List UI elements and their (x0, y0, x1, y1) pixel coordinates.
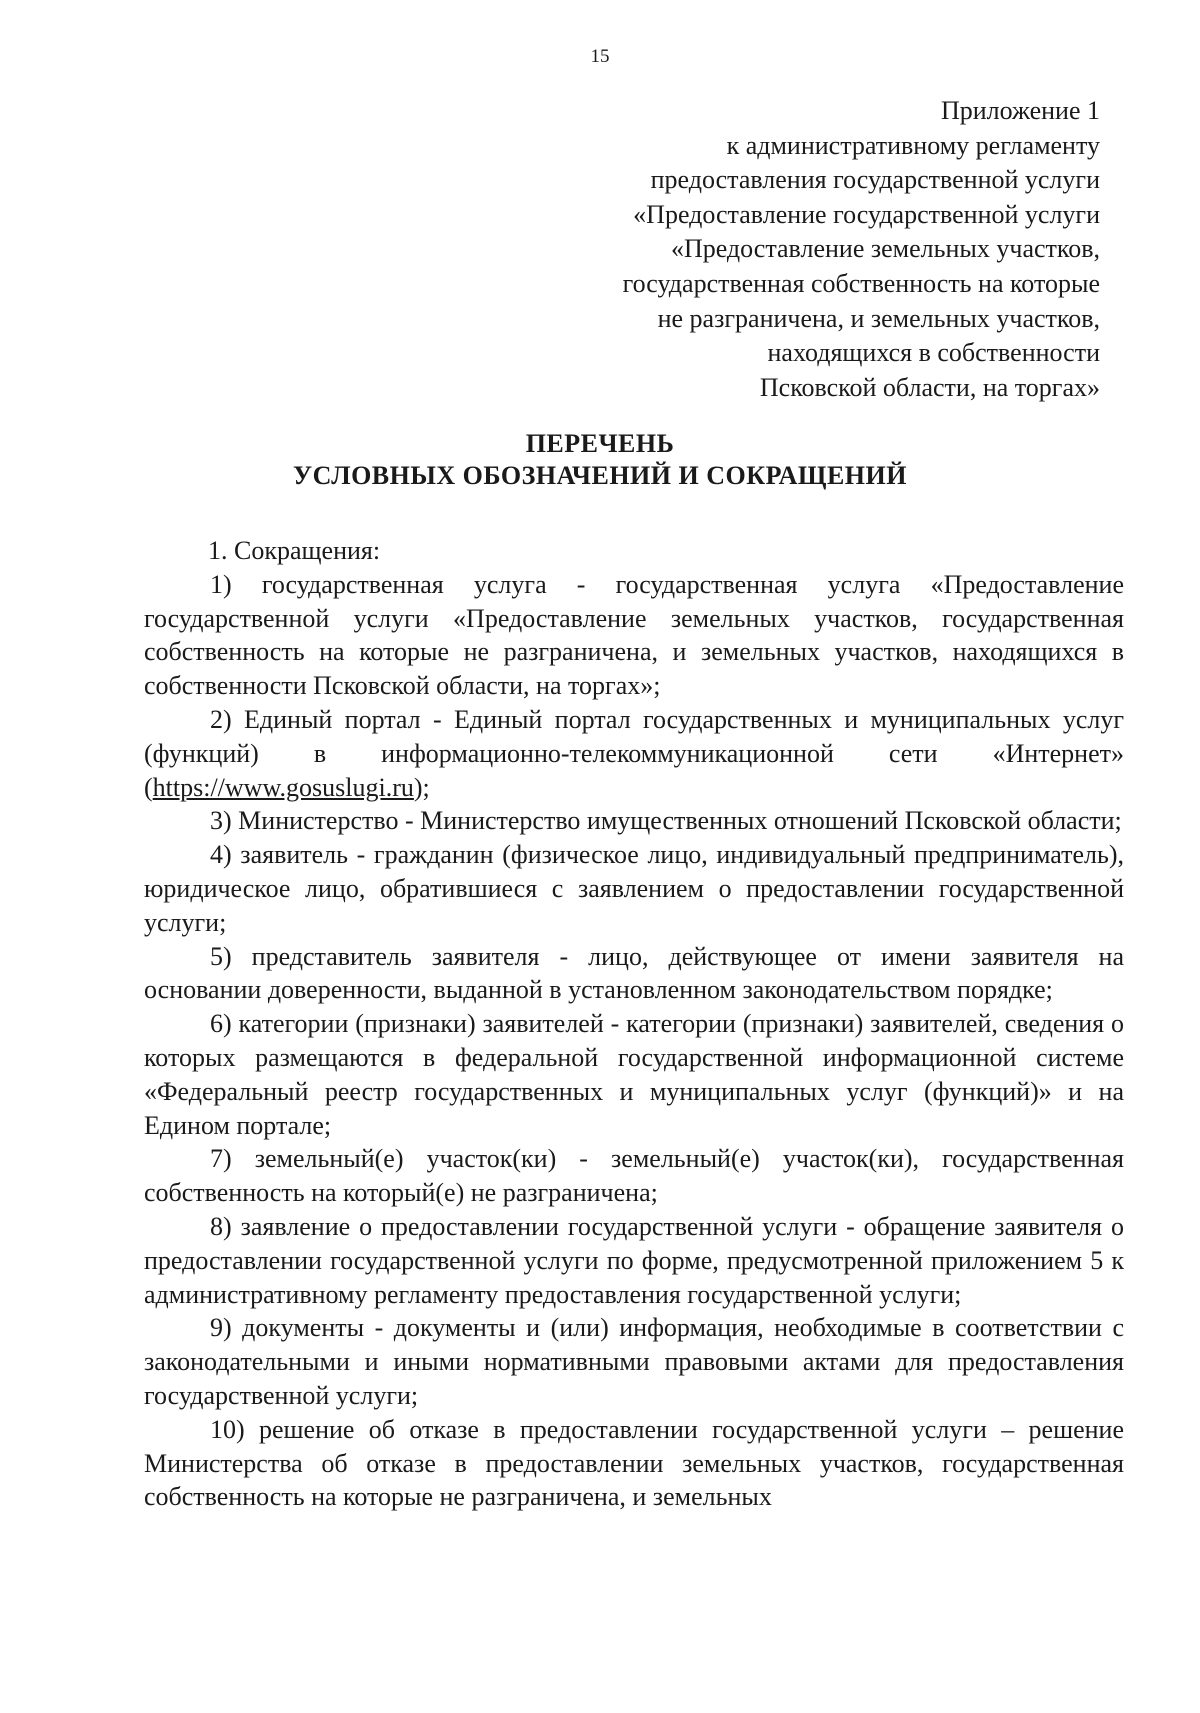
annex-line: Псковской области, на торгах» (759, 372, 1100, 402)
list-item: 8) заявление о предоставлении государственной услуги - обращение заявителя о предоставлении государственной услуги по форме, предусмотренной приложением 5 к административному регламенту предоставления государственной услуги; (144, 1211, 1124, 1309)
annex-header (460, 94, 1100, 405)
list-item: 3) Министерство - Министерство имущественных отношений Псковской области; (210, 806, 1122, 836)
list-item: 1) государственная услуга - государственная услуга «Предоставление государственной услуги «Предоставление земельных участков, государственная собственность на которые не разграничена, и земельных участков, находящихся в собственности Псковской области, на торгах»; (144, 569, 1124, 701)
section-heading: 1. Сокращения: (208, 536, 381, 565)
annex-line: находящихся в собственности (767, 338, 1100, 368)
list-item: 5) представитель заявителя - лицо, действующее от имени заявителя на основании доверенности, выданной в установленном законодательством порядке; (144, 941, 1124, 1005)
list-item: 9) документы - документы и (или) информация, необходимые в соответствии с законодательными и иными нормативными правовыми актами для предоставления государственной услуги; (144, 1313, 1124, 1410)
list-item-tail: ); (413, 772, 430, 802)
gosuslugi-link[interactable]: https://www.gosuslugi.ru (152, 772, 414, 802)
title-line-1: ПЕРЕЧЕНЬ (525, 429, 675, 458)
list-item: 4) заявитель - гражданин (физическое лицо, индивидуальный предприниматель), юридическое лицо, обратившиеся с заявлением о предоставлении государственной услуги; (144, 840, 1124, 937)
annex-line: не разграничена, и земельных участков, (657, 303, 1100, 333)
page-number: 15 (590, 46, 610, 67)
annex-line: государственная собственность на которые (622, 268, 1100, 298)
title-line-2: УСЛОВНЫХ ОБОЗНАЧЕНИЙ И СОКРАЩЕНИЙ (293, 461, 907, 490)
annex-line: предоставления государственной услуги (650, 165, 1100, 195)
list-item-text: 2) Единый портал - Единый портал государственных и муниципальных услуг (функций) в информационно-телекоммуникационной сети «Интернет» ( (144, 704, 1124, 802)
document-body (144, 534, 1124, 1514)
document-title (0, 428, 1200, 492)
list-item: 7) земельный(е) участок(ки) - земельный(е) участок(ки), государственная собственность на который(е) не разграничена; (144, 1144, 1124, 1208)
annex-line: к административному регламенту (726, 130, 1100, 160)
annex-line: «Предоставление земельных участков, (670, 234, 1100, 264)
list-item: 6) категории (признаки) заявителей - категории (признаки) заявителей, сведения о которых размещаются в федеральной государственной информационной системе «Федеральный реестр государственных и муниципальных услуг (функций)» и на Едином портале; (144, 1009, 1124, 1140)
annex-line: «Предоставление государственной услуги (633, 199, 1100, 229)
list-item (144, 703, 1124, 804)
annex-line: Приложение 1 (940, 96, 1100, 125)
list-item: 10) решение об отказе в предоставлении государственной услуги – решение Министерства об отказе в предоставлении земельных участков, государственная собственность на которые не разграничена, и земельных (144, 1414, 1124, 1512)
